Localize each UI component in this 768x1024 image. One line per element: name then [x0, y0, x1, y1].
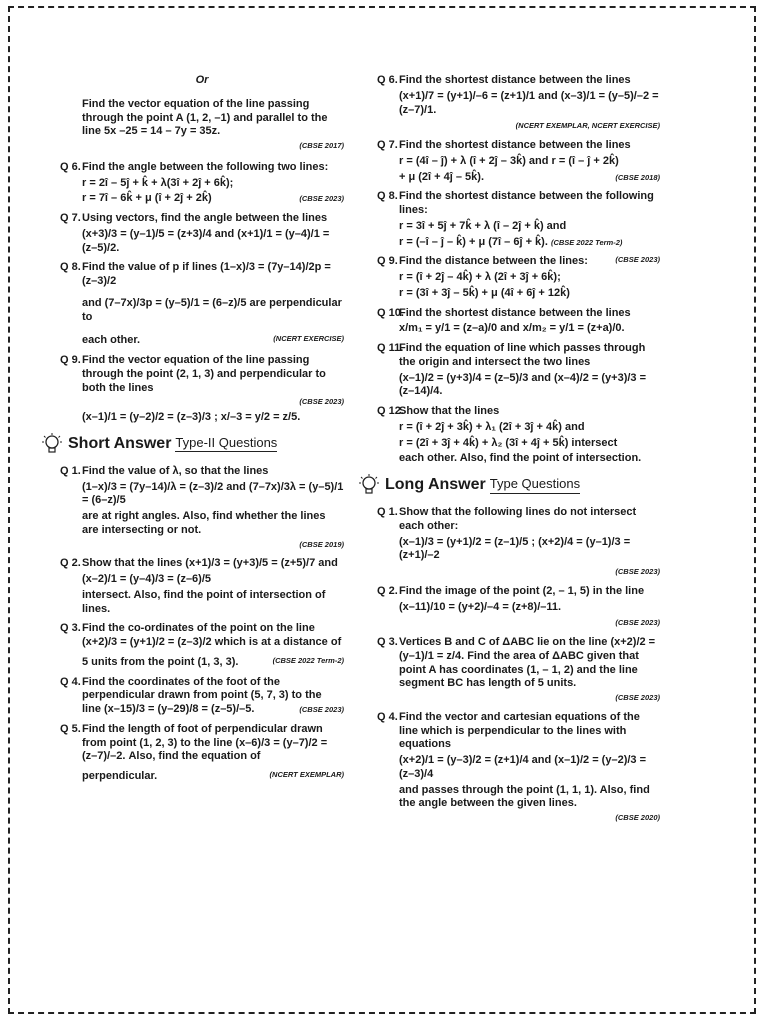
- and-text: and: [318, 557, 338, 570]
- equation: r = (4î – ĵ) + λ (î + 2ĵ – 3k̂) and r = (î – ĵ + 2k̂): [399, 154, 619, 167]
- source-tag: (CBSE 2022 Term-2): [550, 237, 623, 247]
- question-number: Q 9.: [377, 255, 398, 268]
- section-header-long-answer: [359, 474, 660, 496]
- question-s1: [60, 465, 344, 552]
- section-header-short-answer: [42, 433, 344, 455]
- question-text: Using vectors, find the angle between the lines: [82, 212, 328, 224]
- right-column: [377, 74, 660, 831]
- equation: (x+1)/3 = (y+3)/5 = (z+5)/7: [185, 557, 316, 570]
- equation: r = 3î + 5ĵ + 7k̂ + λ (î – 2ĵ + k̂) and: [399, 219, 567, 232]
- equation: (x–2)/1 = (y–4)/3 = (z–6)/5: [82, 573, 212, 585]
- question-number: Q 8.: [60, 261, 81, 274]
- question-number: Q 9.: [60, 354, 81, 366]
- or-label: Or: [195, 74, 209, 86]
- source-tag: (CBSE 2023): [299, 397, 344, 407]
- question-l2: [377, 585, 660, 630]
- question-text: Find the area of ΔABC given that: [467, 649, 639, 662]
- question-text: Find the vector equation of the line passing through the point A (1, 2, –1) and parallel to the line 5x –25 = 14 – 7y = 35z.: [82, 97, 328, 138]
- question-s5: [60, 723, 344, 784]
- source-tag: (CBSE 2023): [615, 693, 660, 702]
- question-number: Q 10.: [377, 306, 404, 319]
- equation: r = 2î – 5ĵ + k̂ + λ(3î + 2ĵ + 6k̂);: [82, 176, 234, 189]
- question-number: Q 4.: [60, 675, 81, 688]
- section-subtitle: Type-II Questions: [175, 435, 277, 452]
- question-number: Q 4.: [377, 710, 398, 723]
- question-s4: [60, 676, 344, 717]
- source-tag: (CBSE 2022 Term-2): [272, 655, 344, 665]
- question-text: Also, find the equation of: [128, 750, 261, 763]
- question-s3: [60, 622, 344, 669]
- source-tag: (NCERT EXEMPLAR): [269, 770, 344, 779]
- equation: r = (–î – ĵ – k̂) + μ (7î – 6ĵ + k̂).: [399, 235, 548, 248]
- equation: r = 7î – 6k̂ + μ (î + 2ĵ + 2k̂): [82, 192, 212, 205]
- question-number: Q 1.: [377, 506, 398, 518]
- equation: + μ (2î + 4ĵ – 5k̂).: [399, 170, 484, 183]
- source-tag: (CBSE 2023): [615, 255, 660, 265]
- equation: (x–11)/10 = (y+2)/–4 = (z+8)/–11.: [399, 600, 562, 613]
- question-l3: [377, 636, 660, 705]
- equation: x/m₁ = y/1 = (z–a)/0 and x/m₂ = y/1 = (z+a)/0.: [399, 322, 625, 335]
- equation: r = (3î + 3ĵ – 5k̂) + μ (4î + 6ĵ + 12k̂): [399, 286, 570, 299]
- question-text: Show that the following lines do not intersect each other:: [399, 506, 637, 532]
- question-text: line: [82, 703, 101, 715]
- source-tag: (CBSE 2023): [299, 194, 344, 204]
- question-text: which is at a distance of: [214, 636, 342, 648]
- question-number: Q 7.: [377, 139, 398, 151]
- equation: (x–1)/2 = (y+3)/4 = (z–5)/3 and (x–4)/2 = (y+3)/3 = (z–14)/4.: [399, 371, 647, 398]
- question-number: Q 2.: [60, 557, 81, 570]
- question-number: Q 2.: [377, 584, 398, 597]
- question-r11: [377, 342, 660, 399]
- question-text: are perpendicular to: [82, 296, 342, 323]
- question-text: are at right angles. Also, find whether the lines are intersecting or not.: [82, 510, 326, 536]
- question-r8: [377, 190, 660, 249]
- question-text: Find the vector and cartesian equations of the line which is perpendicular to the lines with equations: [399, 710, 640, 751]
- equation: (7–7x)/3p = (y–5)/1 = (6–z)/5: [104, 296, 247, 309]
- equation: (x–1)/1 = (y–2)/2 = (z–3)/3 ; x/–3 = y/2 = z/5.: [82, 411, 301, 423]
- question-or: [60, 98, 344, 153]
- section-subtitle: Type Questions: [490, 476, 580, 493]
- question-text: each other.: [82, 334, 141, 347]
- question-text: Find the angle between the following two lines:: [82, 160, 329, 173]
- question-text: intersect. Also, find the point of intersection of lines.: [82, 588, 326, 615]
- section-title: Long Answer: [385, 476, 486, 493]
- equation: (x+1)/7 = (y+1)/–6 = (z+1)/1 and (x–3)/1 = (y–5)/–2 = (z–7)/1.: [399, 89, 659, 116]
- question-number: Q 6.: [60, 160, 81, 173]
- equation: (x+2)/1 = (y–3)/2 = (z+1)/4 and (x–1)/2 = (y–2)/3 = (z–3)/4: [399, 754, 647, 780]
- equation: (x–15)/3 = (y–29)/8 = (z–5)/–5.: [104, 703, 255, 715]
- left-column: [60, 74, 344, 790]
- question-text: Find the equation of line which passes through the origin and intersect the two lines: [399, 342, 646, 368]
- question-l4: [377, 711, 660, 825]
- equation: (1–x)/3 = (7y–14)/2p = (z–3)/2: [82, 261, 331, 287]
- source-tag: (CBSE 2020): [615, 813, 660, 822]
- question-text: Find the coordinates of the foot of the perpendicular drawn from point (5, 7, 3) to the: [82, 675, 322, 702]
- question-number: Q 6.: [377, 74, 398, 86]
- lightbulb-icon: [42, 433, 62, 455]
- question-text: Find the vector equation of the line passing through the point (2, 1, 3) and perpendicular to both the lines: [82, 354, 326, 394]
- source-tag: (CBSE 2023): [299, 705, 344, 714]
- equation: (x+2)/3 = (y+1)/2 = (z–3)/2: [82, 636, 212, 648]
- question-number: Q 7.: [60, 212, 81, 224]
- question-l1: [377, 506, 660, 579]
- question-6: [60, 161, 344, 206]
- question-text: Find the value of λ, so that the lines: [82, 464, 269, 477]
- section-title: Short Answer: [68, 434, 172, 452]
- question-text: Find the value of p if lines: [82, 261, 218, 274]
- question-8: [60, 261, 344, 348]
- question-text: perpendicular.: [82, 770, 158, 782]
- question-text: Find the shortest distance between the lines: [399, 74, 631, 86]
- source-tag: (CBSE 2023): [615, 618, 660, 628]
- question-r9: [377, 255, 660, 300]
- source-tag: (CBSE 2018): [615, 172, 660, 182]
- source-tag: (NCERT EXERCISE): [273, 334, 344, 344]
- question-number: Q 12.: [377, 405, 404, 417]
- question-text: Find the shortest distance between the following lines:: [399, 190, 654, 216]
- question-s2: [60, 557, 344, 616]
- and-text: and: [82, 296, 102, 309]
- question-text: Find the shortest distance between the lines: [399, 139, 631, 151]
- equation: r = (î + 2ĵ – 4k̂) + λ (2î + 3ĵ + 6k̂);: [399, 271, 561, 283]
- question-text: Find the shortest distance between the lines: [399, 306, 631, 319]
- question-r6: [377, 74, 660, 133]
- question-7: [60, 212, 344, 255]
- lightbulb-icon: [359, 474, 379, 496]
- equation: r = (î + 2ĵ + 3k̂) + λ₁ (2î + 3ĵ + 4k̂) and: [399, 420, 585, 433]
- question-text: Find the image of the point (2, – 1, 5) in the line: [399, 584, 645, 597]
- equation: (x+3)/3 = (y–1)/5 = (z+3)/4 and (x+1)/1 = (y–4)/1 = (z–5)/2.: [82, 227, 330, 254]
- question-text: Find the co-ordinates of the point on the line: [82, 622, 315, 635]
- question-number: Q 8.: [377, 190, 398, 203]
- source-tag: (NCERT EXEMPLAR, NCERT EXERCISE): [515, 121, 660, 131]
- source-tag: (CBSE 2019): [299, 539, 344, 549]
- question-number: Q 11.: [377, 342, 404, 354]
- question-r12: [377, 405, 660, 466]
- question-text: 5 units from the point (1, 3, 3).: [82, 655, 239, 668]
- and-text: and: [399, 783, 419, 796]
- question-9: [60, 354, 344, 425]
- source-tag: (CBSE 2023): [615, 567, 660, 576]
- question-number: Q 3.: [60, 622, 81, 635]
- question-text: passes through the point (1, 1, 1). Also, find the angle between the given lines.: [399, 783, 650, 810]
- question-number: Q 5.: [60, 722, 81, 735]
- question-text: Vertices B and C of ΔABC lie on the line: [399, 636, 608, 648]
- question-text: Show that the lines: [82, 557, 183, 570]
- question-number: Q 1.: [60, 464, 81, 477]
- question-text: Find the length of foot of perpendicular drawn from point (1, 2, 3) to the line: [82, 722, 323, 749]
- question-r10: [377, 307, 660, 337]
- equation: (x+2)/2 = (y–1)/1 = z/4.: [399, 636, 656, 662]
- source-tag: (CBSE 2017): [299, 141, 344, 150]
- equation: (x–1)/3 = (y+1)/2 = (z–1)/5 ; (x+2)/4 = (y–1)/3 = (z+1)/–2: [399, 535, 631, 562]
- question-number: Q 3.: [377, 636, 398, 648]
- equation: (1–x)/3 = (7y–14)/λ = (z–3)/2 and (7–7x)/3λ = (y–5)/1 = (6–z)/5: [82, 480, 344, 507]
- question-r7: [377, 139, 660, 184]
- equation: r = (2î + 3ĵ + 4k̂) + λ₂ (3î + 4ĵ + 5k̂) intersect: [399, 436, 618, 449]
- question-text: point A has coordinates (1, – 1, 2) and the line segment BC has length of 5 units.: [399, 663, 638, 690]
- question-text: Show that the lines: [399, 405, 500, 417]
- question-text: Find the distance between the lines:: [399, 255, 588, 268]
- equation: (x–6)/3 = (y–7)/2 = (z–7)/–2.: [82, 736, 328, 763]
- question-text: each other. Also, find the point of intersection.: [399, 452, 642, 465]
